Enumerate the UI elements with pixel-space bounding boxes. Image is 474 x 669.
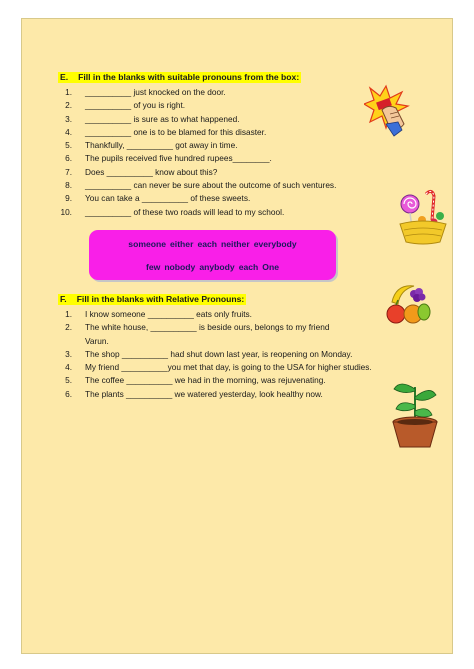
- pronoun-question-item: [58, 166, 336, 179]
- word-box-word: anybody: [199, 262, 235, 272]
- item-number: 6.: [65, 153, 72, 164]
- section-e-heading: [58, 72, 301, 83]
- item-text: __________ of these two roads will lead to my school.: [85, 206, 285, 217]
- item-text-continued: Varun.: [85, 335, 109, 346]
- item-number: 8.: [65, 180, 72, 191]
- item-number: 2.: [65, 100, 72, 111]
- pronoun-question-item: [58, 99, 336, 112]
- word-box-word: each: [197, 239, 218, 249]
- item-text: The white house, __________ is beside ours, belongs to my friend: [85, 322, 330, 333]
- word-box-word: everybody: [253, 239, 297, 249]
- pronoun-question-item: [58, 86, 336, 99]
- item-number: 5.: [65, 140, 72, 151]
- item-number: 6.: [65, 388, 72, 399]
- item-text: Does __________ know about this?: [85, 166, 218, 177]
- section-f-title: Fill in the blanks with Relative Pronouns:: [76, 294, 245, 304]
- item-text: __________ one is to be blamed for this disaster.: [85, 126, 267, 137]
- item-text: The pupils received five hundred rupees________.: [85, 153, 272, 164]
- relative-pronoun-question-item: [58, 388, 372, 401]
- item-text: __________ can never be sure about the outcome of such ventures.: [85, 180, 337, 191]
- item-number: 5.: [65, 375, 72, 386]
- word-box-word: nobody: [164, 262, 196, 272]
- item-text: You can take a __________ of these sweets.: [85, 193, 251, 204]
- sweets-basket-icon: [396, 188, 450, 246]
- relative-pronoun-question-item: [58, 374, 372, 387]
- item-number: 7.: [65, 166, 72, 177]
- item-number: 1.: [65, 87, 72, 97]
- relative-pronoun-question-item: [58, 361, 372, 374]
- item-number: 3.: [65, 348, 72, 359]
- word-box-line-2: [89, 261, 336, 274]
- pronoun-question-item: [58, 192, 336, 205]
- word-box-word: someone: [128, 239, 167, 249]
- word-box-word: neither: [221, 239, 250, 249]
- section-e-list: [58, 86, 336, 219]
- item-text: Thankfully, __________ got away in time.: [85, 140, 238, 151]
- door-knock-icon: [364, 84, 412, 138]
- item-text: I know someone __________ eats only fruits.: [85, 309, 252, 319]
- item-number: 2.: [65, 322, 72, 333]
- word-box-line-1: [89, 238, 336, 251]
- pronoun-question-item: [58, 139, 336, 152]
- fruits-icon: [384, 282, 432, 326]
- item-text: My friend __________you met that day, is going to the USA for higher studies.: [85, 362, 372, 373]
- relative-pronoun-question-item: [58, 348, 372, 361]
- pronoun-question-item: [58, 152, 336, 165]
- word-box-word: few: [145, 262, 161, 272]
- section-f-letter: F.: [60, 294, 67, 304]
- item-number: 1.: [65, 309, 72, 319]
- pronoun-word-box: [89, 230, 336, 280]
- item-number: 4.: [65, 362, 72, 373]
- potted-plant-icon: [390, 377, 440, 449]
- item-number: 9.: [65, 193, 72, 204]
- pronoun-question-item: [58, 126, 336, 139]
- section-e-letter: E.: [60, 72, 69, 82]
- relative-pronoun-question-item: [58, 321, 372, 348]
- relative-pronoun-question-item: [58, 308, 372, 321]
- word-box-word: each: [238, 262, 259, 272]
- item-text: __________ is sure as to what happened.: [85, 113, 240, 124]
- section-f-list: [58, 308, 372, 401]
- item-number: 10.: [60, 206, 72, 217]
- word-box-word: One: [262, 262, 279, 272]
- item-text: The shop __________ had shut down last year, is reopening on Monday.: [85, 348, 353, 359]
- section-e-title: Fill in the blanks with suitable pronouns from the box:: [78, 72, 300, 82]
- pronoun-question-item: [58, 206, 336, 219]
- word-box-word: either: [170, 239, 194, 249]
- item-text: __________ of you is right.: [85, 100, 186, 111]
- item-number: 3.: [65, 113, 72, 124]
- item-text: The plants __________ we watered yesterday, look healthy now.: [85, 388, 323, 399]
- item-text: The coffee __________ we had in the morning, was rejuvenating.: [85, 375, 326, 386]
- item-text: __________ just knocked on the door.: [85, 87, 226, 97]
- section-f-heading: [58, 294, 246, 305]
- pronoun-question-item: [58, 179, 336, 192]
- item-number: 4.: [65, 126, 72, 137]
- pronoun-question-item: [58, 113, 336, 126]
